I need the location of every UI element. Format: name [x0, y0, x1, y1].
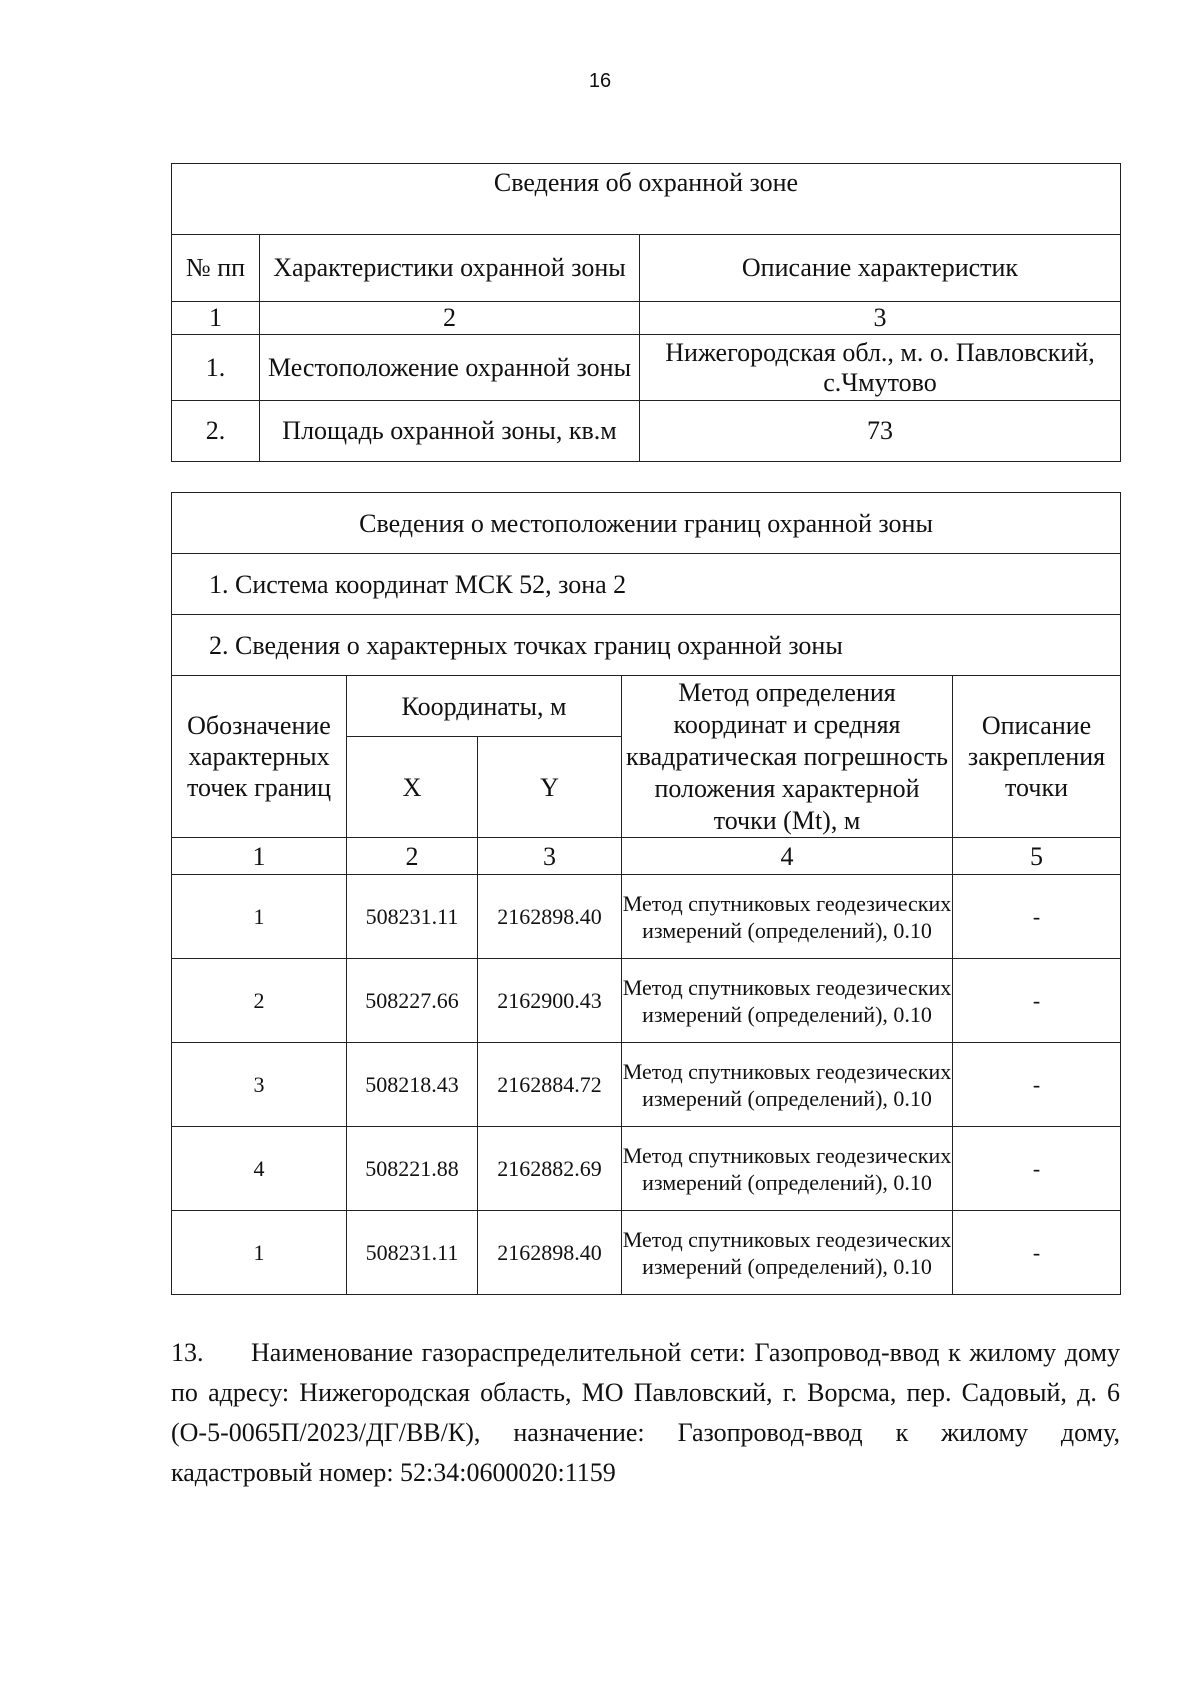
point-fixing: -: [953, 1043, 1121, 1127]
point-id: 1: [172, 875, 347, 959]
paragraph-text: Наименование газораспределительной сети: Газопровод-ввод к жилому дому по адресу: Нижегородская область, МО Павловский, г. Ворсма, пер. Садовый, д. 6 (О-5-0065П/2023/ДГ/ВВ/К), назначение: Газопровод-ввод к жилому дому, кадастровый номер: 52:34:0600020:1159: [171, 1338, 1120, 1487]
point-fixing: -: [953, 1127, 1121, 1211]
column-number: 2: [347, 838, 478, 875]
point-y: 2162884.72: [478, 1043, 622, 1127]
row-description: Нижегородская обл., м. о. Павловский, с.Чмутово: [640, 335, 1121, 401]
point-y: 2162882.69: [478, 1127, 622, 1211]
header-y: Y: [478, 737, 622, 838]
header-method: Метод определения координат и средняя квадратическая погрешность положения характерной точки (Mt), м: [622, 676, 953, 838]
point-x: 508221.88: [347, 1127, 478, 1211]
column-number: 4: [622, 838, 953, 875]
row-characteristic: Местоположение охранной зоны: [260, 335, 640, 401]
point-y: 2162898.40: [478, 1211, 622, 1295]
point-x: 508231.11: [347, 875, 478, 959]
header-description: Описание характеристик: [640, 235, 1121, 302]
point-y: 2162900.43: [478, 959, 622, 1043]
point-method: Метод спутниковых геодезических измерений (определений), 0.10: [622, 1127, 953, 1211]
coordinate-system: 1. Система координат МСК 52, зона 2: [172, 554, 1121, 615]
point-fixing: -: [953, 875, 1121, 959]
point-id: 1: [172, 1211, 347, 1295]
paragraph-number: 13.: [171, 1338, 204, 1367]
row-num: 1.: [172, 335, 260, 401]
point-x: 508231.11: [347, 1211, 478, 1295]
header-characteristic: Характеристики охранной зоны: [260, 235, 640, 302]
point-id: 4: [172, 1127, 347, 1211]
point-method: Метод спутниковых геодезических измерений (определений), 0.10: [622, 1211, 953, 1295]
point-method: Метод спутниковых геодезических измерений (определений), 0.10: [622, 875, 953, 959]
point-id: 3: [172, 1043, 347, 1127]
point-id: 2: [172, 959, 347, 1043]
boundary-coordinates-table: [171, 492, 1121, 1295]
header-num: № пп: [172, 235, 260, 302]
point-x: 508227.66: [347, 959, 478, 1043]
points-section-title: 2. Сведения о характерных точках границ охранной зоны: [172, 615, 1121, 676]
row-characteristic: Площадь охранной зоны, кв.м: [260, 401, 640, 462]
row-num: 2.: [172, 401, 260, 462]
table-row: [172, 1127, 1121, 1211]
column-number: 1: [172, 302, 260, 335]
page-number: 16: [588, 70, 612, 92]
header-coordinates: Координаты, м: [347, 676, 622, 737]
table-row: [172, 1043, 1121, 1127]
table-row: [172, 1211, 1121, 1295]
zone-table-title: Сведения об охранной зоне: [172, 164, 1121, 235]
table-row: [172, 875, 1121, 959]
point-y: 2162898.40: [478, 875, 622, 959]
header-x: X: [347, 737, 478, 838]
coord-table-title: Сведения о местоположении границ охранной зоны: [172, 493, 1121, 554]
point-method: Метод спутниковых геодезических измерений (определений), 0.10: [622, 959, 953, 1043]
point-x: 508218.43: [347, 1043, 478, 1127]
table-row: [172, 959, 1121, 1043]
row-description: 73: [640, 401, 1121, 462]
column-number: 2: [260, 302, 640, 335]
point-fixing: -: [953, 1211, 1121, 1295]
header-fixing: Описание закрепления точки: [953, 676, 1121, 838]
point-method: Метод спутниковых геодезических измерений (определений), 0.10: [622, 1043, 953, 1127]
table-row: [172, 401, 1121, 462]
column-number: 1: [172, 838, 347, 875]
column-number: 3: [478, 838, 622, 875]
network-description-paragraph: [171, 1333, 1120, 1493]
protection-zone-table: [171, 163, 1121, 462]
column-number: 3: [640, 302, 1121, 335]
header-designation: Обозначение характерных точек границ: [172, 676, 347, 838]
column-number: 5: [953, 838, 1121, 875]
point-fixing: -: [953, 959, 1121, 1043]
table-row: [172, 335, 1121, 401]
